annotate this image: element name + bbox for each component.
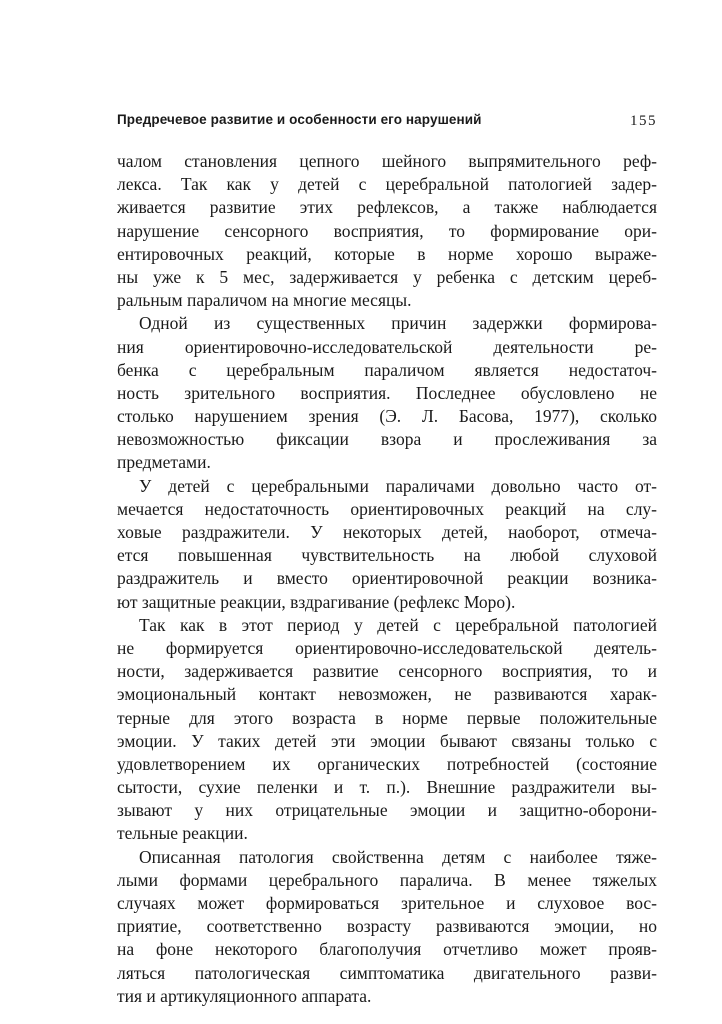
text-line: Одной из существенных причин задержки формирова- xyxy=(139,313,657,334)
text-line: мечается недостаточность ориентировочных реакций на слу- xyxy=(117,498,657,519)
text-line: ральным параличом на многие месяцы. xyxy=(117,290,412,311)
text-line: ентировочных реакций, которые в норме хорошо выраже- xyxy=(117,243,657,264)
text-line: сытости, сухие пеленки и т. п.). Внешние раздражители вы- xyxy=(117,777,657,798)
text-line: ны уже к 5 мес, задерживается у ребенка с детским цереб- xyxy=(117,266,657,287)
page-number: 155 xyxy=(630,113,657,129)
text-line: живается развитие этих рефлексов, а также наблюдается xyxy=(117,197,657,218)
text-line: тельные реакции. xyxy=(117,823,248,844)
text-line: эмоциональный контакт невозможен, не развиваются харак- xyxy=(117,684,657,705)
paragraph-2 xyxy=(117,312,657,474)
text-line: на фоне некоторого благополучия отчетливо может прояв- xyxy=(117,939,657,960)
text-line: ляться патологическая симптоматика двигательного разви- xyxy=(117,962,657,983)
text-line: ется повышенная чувствительность на любой слуховой xyxy=(117,545,657,566)
text-line: раздражитель и вместо ориентировочной реакции возника- xyxy=(117,568,657,589)
text-line: эмоции. У таких детей эти эмоции бывают связаны только с xyxy=(117,730,657,751)
text-line: Описанная патология свойственна детям с наиболее тяже- xyxy=(139,846,657,867)
text-line: лыми формами церебрального паралича. В менее тяжелых xyxy=(117,869,657,890)
text-line: чалом становления цепного шейного выпрямительного реф- xyxy=(117,151,657,171)
text-line: ховые раздражители. У некоторых детей, наоборот, отмеча- xyxy=(117,522,657,542)
text-line: невозможностью фиксации взора и прослеживания за xyxy=(117,429,657,450)
paragraph-3 xyxy=(117,475,657,614)
paragraph-4 xyxy=(117,614,657,846)
text-line: Так как в этот период у детей с церебральной патологией xyxy=(139,614,657,635)
text-line: зывают у них отрицательные эмоции и защитно-оборони- xyxy=(117,800,657,821)
text-line: удовлетворением их органических потребностей (состояние xyxy=(117,753,657,774)
text-line: терные для этого возраста в норме первые положительные xyxy=(117,707,657,728)
running-head xyxy=(117,112,657,136)
text-line: ют защитные реакции, вздрагивание (рефлекс Моро). xyxy=(117,591,516,612)
chapter-title: Предречевое развитие и особенности его нарушений xyxy=(117,112,482,127)
body-text xyxy=(117,150,657,1008)
text-line: лекса. Так как у детей с церебральной патологией задер- xyxy=(117,174,657,195)
text-line: столько нарушением зрения (Э. Л. Басова, 1977), сколько xyxy=(117,406,657,427)
text-line: приятие, соответственно возрасту развиваются эмоции, но xyxy=(117,916,657,937)
text-line: тия и артикуляционного аппарата. xyxy=(117,985,372,1006)
text-line: нарушение сенсорного восприятия, то формирование ори- xyxy=(117,220,657,241)
text-line: У детей с церебральными параличами довольно часто от- xyxy=(139,475,657,496)
text-line: бенка с церебральным параличом является недостаточ- xyxy=(117,359,657,380)
text-line: не формируется ориентировочно-исследовательской деятель- xyxy=(117,637,657,658)
text-line: предметами. xyxy=(117,452,211,473)
text-line: ности, задерживается развитие сенсорного восприятия, то и xyxy=(117,661,657,682)
text-line: случаях может формироваться зрительное и слуховое вос- xyxy=(117,893,657,913)
text-line: ния ориентировочно-исследовательской деятельности ре- xyxy=(117,336,657,357)
paragraph-1 xyxy=(117,150,657,312)
text-line: ность зрительного восприятия. Последнее обусловлено не xyxy=(117,382,657,403)
paragraph-5 xyxy=(117,846,657,1008)
